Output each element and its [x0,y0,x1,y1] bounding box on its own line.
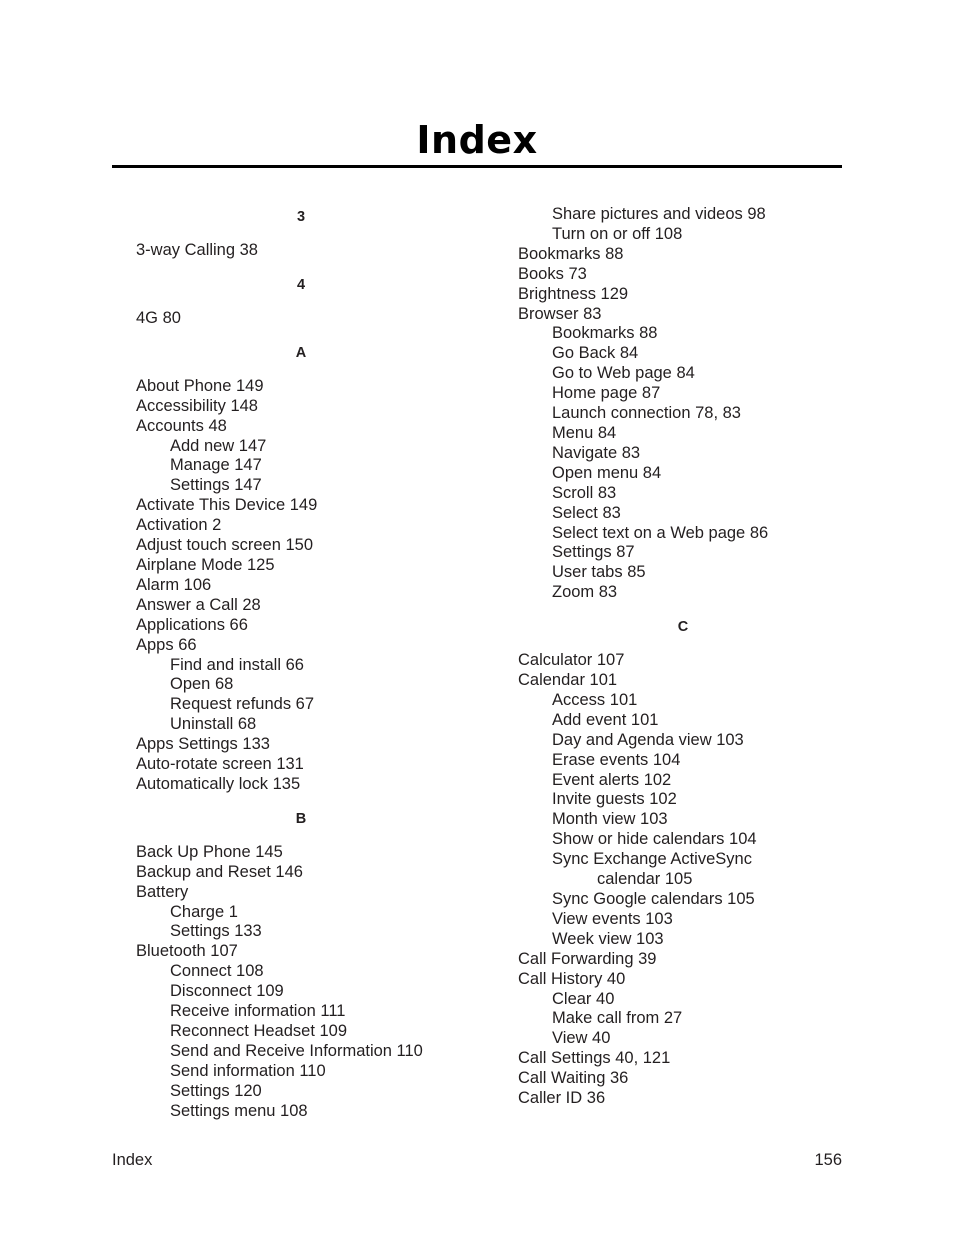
index-subentry: Settings menu 108 [170,1101,308,1120]
index-entry: Applications 66 [136,615,248,634]
index-subentry: Open 68 [170,675,234,694]
index-letter-heading: A [295,344,307,361]
index-entry: Auto-rotate screen 131 [136,755,304,774]
index-subentry: Go Back 84 [552,344,639,363]
index-entry: Books 73 [518,264,587,283]
index-subentry: Menu 84 [552,423,617,442]
index-subentry: Make call from 27 [552,1009,683,1028]
index-entry: Accounts 48 [136,416,227,435]
index-entry: Accessibility 148 [136,396,258,415]
index-subentry: Week view 103 [552,929,664,948]
index-subentry: calendar 105 [597,870,693,889]
index-subentry: Sync Google calendars 105 [552,890,755,908]
index-subentry: Month view 103 [552,810,668,829]
index-subentry: Share pictures and videos 98 [552,205,766,223]
index-subentry: Manage 147 [170,456,262,475]
index-entry: 3-way Calling 38 [136,241,258,259]
index-subentry: Disconnect 109 [170,982,284,1001]
index-subentry: Send and Receive Information 110 [170,1041,423,1060]
index-subentry: Select 83 [552,503,621,522]
index-subentry: Uninstall 68 [170,715,257,734]
index-subentry: Day and Agenda view 103 [552,730,744,749]
page-title: Index [416,118,538,162]
index-entry: Calendar 101 [518,671,618,690]
section-gap [136,329,466,343]
index-subentry: Invite guests 102 [552,790,677,809]
index-entry: Back Up Phone 145 [136,842,283,861]
index-subentry: Show or hide calendars 104 [552,830,757,849]
index-entry: Alarm 106 [136,575,212,594]
index-subentry: Settings 120 [170,1081,262,1100]
index-entry: Call Settings 40, 121 [518,1049,671,1068]
footer-page-number: 156 [814,1151,842,1169]
section-gap [136,227,466,241]
index-subentry: Launch connection 78, 83 [552,404,741,423]
index-subentry: Clear 40 [552,989,615,1008]
index-subentry: Receive information 111 [170,1002,346,1021]
index-entry: Caller ID 36 [518,1089,606,1108]
index-subentry: Send information 110 [170,1061,326,1080]
index-subentry: View events 103 [552,909,673,928]
index-subentry: Open menu 84 [552,463,662,482]
section-gap [136,363,466,377]
index-subentry: Erase events 104 [552,750,681,769]
index-entry: Call History 40 [518,969,626,988]
index-subentry: Home page 87 [552,384,661,403]
index-column-left [136,207,466,1122]
index-entry: Apps Settings 133 [136,735,270,754]
index-entry: Call Forwarding 39 [518,949,657,968]
index-entry: Battery [136,882,189,901]
index-entry: Apps 66 [136,635,197,654]
section-gap [518,637,848,651]
index-subentry: View 40 [552,1029,611,1048]
index-subentry: Add new 147 [170,436,267,455]
index-subentry: Access 101 [552,690,638,709]
index-subentry: Settings 133 [170,922,262,941]
index-subentry: Settings 147 [170,476,262,495]
index-subentry: Request refunds 67 [170,695,315,714]
index-entry: Adjust touch screen 150 [136,536,314,555]
index-entry: 4G 80 [136,308,181,327]
index-letter-heading: B [295,810,307,827]
index-entry: Bluetooth 107 [136,942,238,961]
index-entry: Browser 83 [518,304,602,323]
index-subentry: Add event 101 [552,710,659,729]
index-subentry: Zoom 83 [552,583,618,602]
title-rule [112,165,842,168]
index-entry: Brightness 129 [518,284,629,303]
index-column-right [518,205,848,1109]
footer-section: Index [112,1151,153,1169]
index-subentry: Select text on a Web page 86 [552,523,769,542]
index-subentry: Find and install 66 [170,655,304,674]
index-entry: Call Waiting 36 [518,1069,629,1088]
index-letter-heading: 3 [296,209,306,225]
index-subentry: Go to Web page 84 [552,364,695,383]
index-subentry: User tabs 85 [552,563,646,582]
index-subentry: Navigate 83 [552,443,641,462]
section-gap [136,795,466,809]
index-entry: Calculator 107 [518,651,625,670]
section-gap [136,829,466,843]
index-subentry: Settings 87 [552,543,635,562]
index-subentry: Connect 108 [170,962,264,981]
index-entry: Answer a Call 28 [136,595,261,614]
index-subentry: Scroll 83 [552,483,617,502]
index-entry: Automatically lock 135 [136,774,301,793]
section-gap [518,603,848,617]
index-subentry: Turn on or off 108 [552,224,683,243]
section-gap [136,295,466,309]
index-entry: About Phone 149 [136,376,264,395]
index-subentry: Bookmarks 88 [552,324,658,343]
index-letter-heading: 4 [296,276,306,293]
index-subentry: Reconnect Headset 109 [170,1022,348,1040]
index-entry: Activate This Device 149 [136,496,318,515]
index-entry: Bookmarks 88 [518,244,624,263]
index-entry: Backup and Reset 146 [136,862,303,881]
index-subentry: Event alerts 102 [552,770,672,789]
index-entry: Airplane Mode 125 [136,555,275,574]
section-gap [136,261,466,275]
index-letter-heading: C [677,619,689,636]
index-subentry: Charge 1 [170,902,238,921]
index-subentry: Sync Exchange ActiveSync [552,850,752,869]
index-entry: Activation 2 [136,516,222,535]
